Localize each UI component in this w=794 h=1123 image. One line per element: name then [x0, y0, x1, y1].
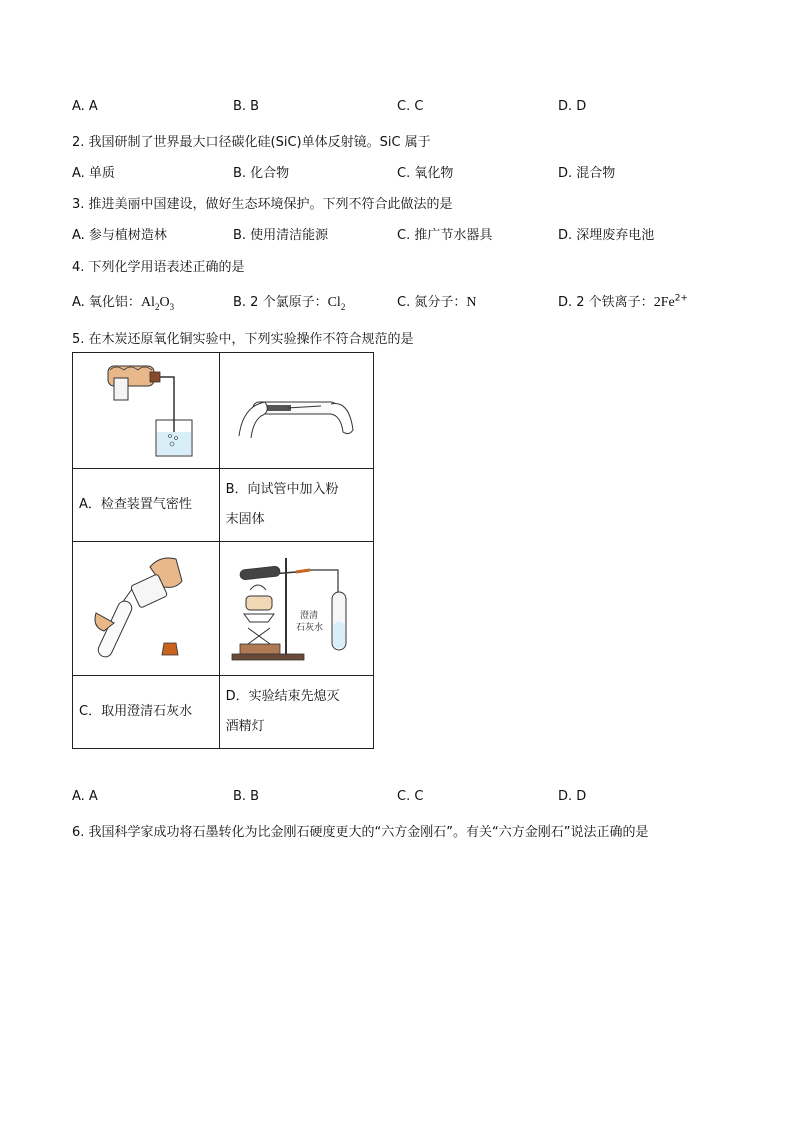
q3-option-d: D. 深埋废弃电池 [558, 228, 655, 243]
q4-option-d-label: D. 2 个铁离子： [558, 295, 654, 310]
q2-option-a: A. 单质 [72, 166, 115, 181]
caption-a-line1: A．检查装置气密性 [79, 497, 192, 512]
q1-option-d: D. D [558, 99, 587, 114]
q4-options [72, 291, 722, 313]
q2-option-c: C. 氧化物 [397, 166, 454, 181]
q4-option-c-label: C. 氮分子： [397, 295, 467, 310]
q4-option-a [72, 291, 174, 312]
q4-stem: 4. 下列化学用语表述正确的是 [72, 260, 245, 275]
q4-option-b [233, 291, 345, 312]
caption-d-line2: 酒精灯 [225, 719, 265, 734]
q5-option-c: C. C [397, 789, 424, 804]
reduction-apparatus-figure [226, 550, 366, 668]
q5-option-d: D. D [558, 789, 587, 804]
limewater-label-line1: 澄清 [300, 610, 319, 621]
caption-a [73, 469, 220, 542]
q3-option-a: A. 参与植树造林 [72, 228, 167, 243]
figure-d-cell [219, 542, 373, 676]
q2-stem: 2. 我国研制了世界最大口径碳化硅(SiC)单体反射镜。SiC 属于 [72, 135, 431, 150]
q5-option-b: B. B [233, 789, 260, 804]
caption-b [219, 469, 373, 542]
figure-b-cell [219, 353, 373, 469]
caption-b-line1: B．向试管中加入粉 [225, 482, 339, 497]
figure-c-cell [73, 542, 220, 676]
caption-d-line1: D．实验结束先熄灭 [225, 689, 340, 704]
caption-c-line1: C．取用澄清石灰水 [79, 704, 193, 719]
q4-option-a-label: A. 氧化铝： [72, 295, 141, 310]
q6-stem: 6. 我国科学家成功将石墨转化为比金刚石硬度更大的“六方金刚石”。有关“六方金刚石”说法正确的是 [72, 825, 649, 840]
limewater-label-line2: 石灰水 [296, 622, 324, 633]
powder-loading-figure [231, 366, 361, 456]
caption-c [73, 676, 220, 749]
q4-option-c-formula: N [466, 295, 477, 310]
q1-options [72, 99, 722, 119]
q4-option-d [558, 291, 688, 311]
q4-option-b-formula: $Cl_2$ [327, 295, 346, 312]
q5-options [72, 789, 722, 809]
q1-option-c: C. C [397, 99, 424, 114]
pour-limewater-figure [86, 549, 206, 669]
q4-option-c [397, 291, 476, 311]
q3-stem: 3. 推进美丽中国建设，做好生态环境保护。下列不符合此做法的是 [72, 197, 453, 212]
q2-options [72, 162, 722, 182]
q5-experiment-table [72, 352, 374, 749]
q2-option-b: B. 化合物 [233, 166, 290, 181]
q1-option-b: B. B [233, 99, 260, 114]
caption-b-line2: 末固体 [225, 512, 265, 527]
q3-options [72, 224, 722, 244]
q4-option-d-charge: 2+ [674, 293, 688, 304]
q1-option-a: A. A [72, 99, 98, 114]
q4-option-b-label: B. 2 个氯原子： [233, 295, 328, 310]
airtightness-check-figure [86, 358, 206, 463]
q3-option-b: B. 使用清洁能源 [233, 228, 329, 243]
caption-d [219, 676, 373, 749]
q4-option-a-formula: $Al_2O_3$ [140, 295, 175, 312]
q5-stem: 5. 在木炭还原氧化铜实验中，下列实验操作不符合规范的是 [72, 332, 414, 347]
q3-option-c: C. 推广节水器具 [397, 228, 493, 243]
q2-option-d: D. 混合物 [558, 166, 616, 181]
q4-option-d-formula: 2Fe [653, 295, 675, 310]
figure-a-cell [73, 353, 220, 469]
q5-option-a: A. A [72, 789, 98, 804]
